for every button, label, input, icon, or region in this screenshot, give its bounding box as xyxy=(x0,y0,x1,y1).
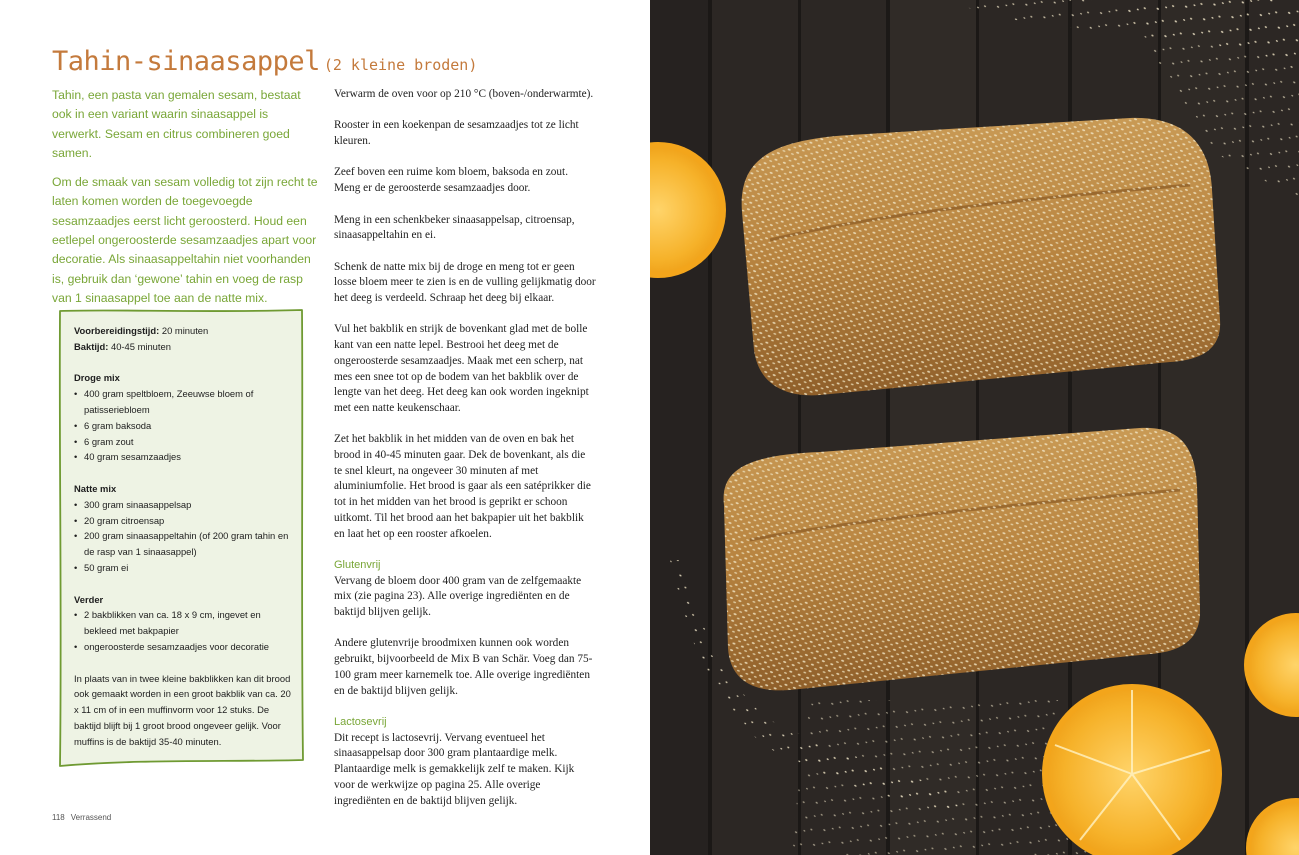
ingredient-item: • ongeroosterde sesamzaadjes voor decoratie xyxy=(74,639,296,655)
dry-mix-heading: Droge mix xyxy=(74,372,120,384)
prep-time xyxy=(74,323,296,339)
method-step: Verwarm de oven voor op 210 °C (boven-/onderwarmte). xyxy=(334,88,594,100)
recipe-title-yield: (2 kleine broden) xyxy=(323,56,478,74)
recipe-title xyxy=(52,40,477,78)
page-number: 118 xyxy=(52,813,65,822)
method-step: Rooster in een koekenpan de sesamzaadjes tot ze licht kleuren. xyxy=(334,119,579,148)
bread-photo-illustration xyxy=(650,0,1299,855)
method-step: Zet het bakblik in het midden van de oven en bak het brood in 40-45 minuten gaar. Dek de bovenkant, als die te snel kleurt, na ongeveer 30 minuten af met aluminiumfolie. Het brood is gaar als een satéprikker die tot in het midden van het brood is geprikt er schoon uitkomt. Til het brood aan het bakpapier uit het bakblik en laat het op een rooster afkoelen. xyxy=(334,433,591,540)
lactosevrij-text: Dit recept is lactosevrij. Vervang eventueel het sinaasappelsap door 300 gram plantaardige melk. Plantaardige melk is gemakkelijk zelf te maken. Kijk voor de werkwijze op pagina 25. Alle overige ingrediënten en de baktijd blijven gelijk. xyxy=(334,731,575,807)
ingredients-content xyxy=(74,323,296,750)
ingredient-item: • 40 gram sesamzaadjes xyxy=(74,449,296,465)
ingredient-item: • 50 gram ei xyxy=(74,560,296,576)
glutenvrij-text: Andere glutenvrije broodmixen kunnen ook worden gebruikt, bijvoorbeeld de Mix B van Schär. Voeg dan 75-100 gram meer karnemelk toe. Alle overige ingrediënten en de baktijd blijven gelijk. xyxy=(334,637,593,697)
prep-time-label: Voorbereidingstijd: xyxy=(74,325,160,336)
wet-mix-list xyxy=(74,497,296,576)
ingredient-item: • 300 gram sinaasappelsap xyxy=(74,497,296,513)
glutenvrij-text: Vervang de bloem door 400 gram van de zelfgemaakte mix (zie pagina 23). Alle overige ingrediënten en de baktijd blijven gelijk. xyxy=(334,574,582,619)
lower-loaf xyxy=(724,428,1200,691)
wet-mix-heading: Natte mix xyxy=(74,482,117,494)
ingredient-item: • 20 gram citroensap xyxy=(74,513,296,529)
bake-time xyxy=(74,339,296,355)
recipe-title-main: Tahin-sinaasappel xyxy=(52,46,320,77)
method-step: Zeef boven een ruime kom bloem, baksoda en zout. Meng er de geroosterde sesamzaadjes door. xyxy=(334,166,569,195)
intro-text xyxy=(52,86,319,318)
method-step: Vul het bakblik en strijk de bovenkant glad met de bolle kant van een natte lepel. Bestrooi het deeg met de ongeroosterde sesamzaadjes. Maak met een scherp, nat mes een snee tot op de bodem van het bakblik over de lengte van het deeg. Het deeg kan ook worden ingeknipt met een natte keukenschaar. xyxy=(334,323,589,414)
ingredient-item: • 6 gram zout xyxy=(74,434,296,450)
page-footer xyxy=(52,813,111,822)
prep-time-value: 20 minuten xyxy=(159,325,209,336)
lactosevrij-heading: Lactosevrij xyxy=(334,715,387,728)
further-list xyxy=(74,607,296,654)
ingredient-item: • 2 bakblikken van ca. 18 x 9 cm, ingevet en bekleed met bakpapier xyxy=(74,607,296,639)
ingredient-item: • 6 gram baksoda xyxy=(74,418,296,434)
method-step: Schenk de natte mix bij de droge en meng tot er geen losse bloem meer te zien is en de vulling gelijkmatig door het deeg is verdeeld. Schraap het deeg bij elkaar. xyxy=(334,260,596,305)
bread-photo xyxy=(650,0,1299,855)
intro-paragraph: Tahin, een pasta van gemalen sesam, bestaat ook in een variant waarin sinaasappel is verwerkt. Sesam en citrus combineren goed samen. xyxy=(52,88,301,160)
ingredient-item: • 200 gram sinaasappeltahin (of 200 gram tahin en de rasp van 1 sinaasappel) xyxy=(74,528,296,560)
dry-mix-list xyxy=(74,386,296,465)
intro-paragraph: Om de smaak van sesam volledig tot zijn recht te laten komen worden de toegevoegde sesamzaadjes eerst licht geroosterd. Houd een eetlepel ongeroosterde sesamzaadjes apart voor decoratie. Als sinaasappeltahin niet voorhanden is, gebruik dan ‘gewone’ tahin en voeg de rasp van 1 sinaasappel toe aan de natte mix. xyxy=(52,175,318,305)
method-step: Meng in een schenkbeker sinaasappelsap, citroensap, sinaasappeltahin en ei. xyxy=(334,213,575,242)
method-column xyxy=(334,87,596,825)
section-name: Verrassend xyxy=(70,813,112,822)
ingredient-item: • 400 gram speltbloem, Zeeuwse bloem of patisseriebloem xyxy=(74,386,296,418)
ingredients-box xyxy=(58,308,304,768)
further-heading: Verder xyxy=(74,593,104,605)
bake-time-value: 40-45 minuten xyxy=(108,340,171,352)
upper-loaf xyxy=(742,118,1220,395)
bake-time-label: Baktijd: xyxy=(74,340,109,352)
ingredients-note: In plaats van in twee kleine bakblikken kan dit brood ook gemaakt worden in een groot bakblik van ca. 20 x 11 cm of in een muffinvorm voor 12 stuks. De baktijd blijft bij 1 groot brood ongeveer gelijk. Voor muffins is de baktijd 35-40 minuten. xyxy=(74,672,291,747)
glutenvrij-heading: Glutenvrij xyxy=(334,558,381,571)
